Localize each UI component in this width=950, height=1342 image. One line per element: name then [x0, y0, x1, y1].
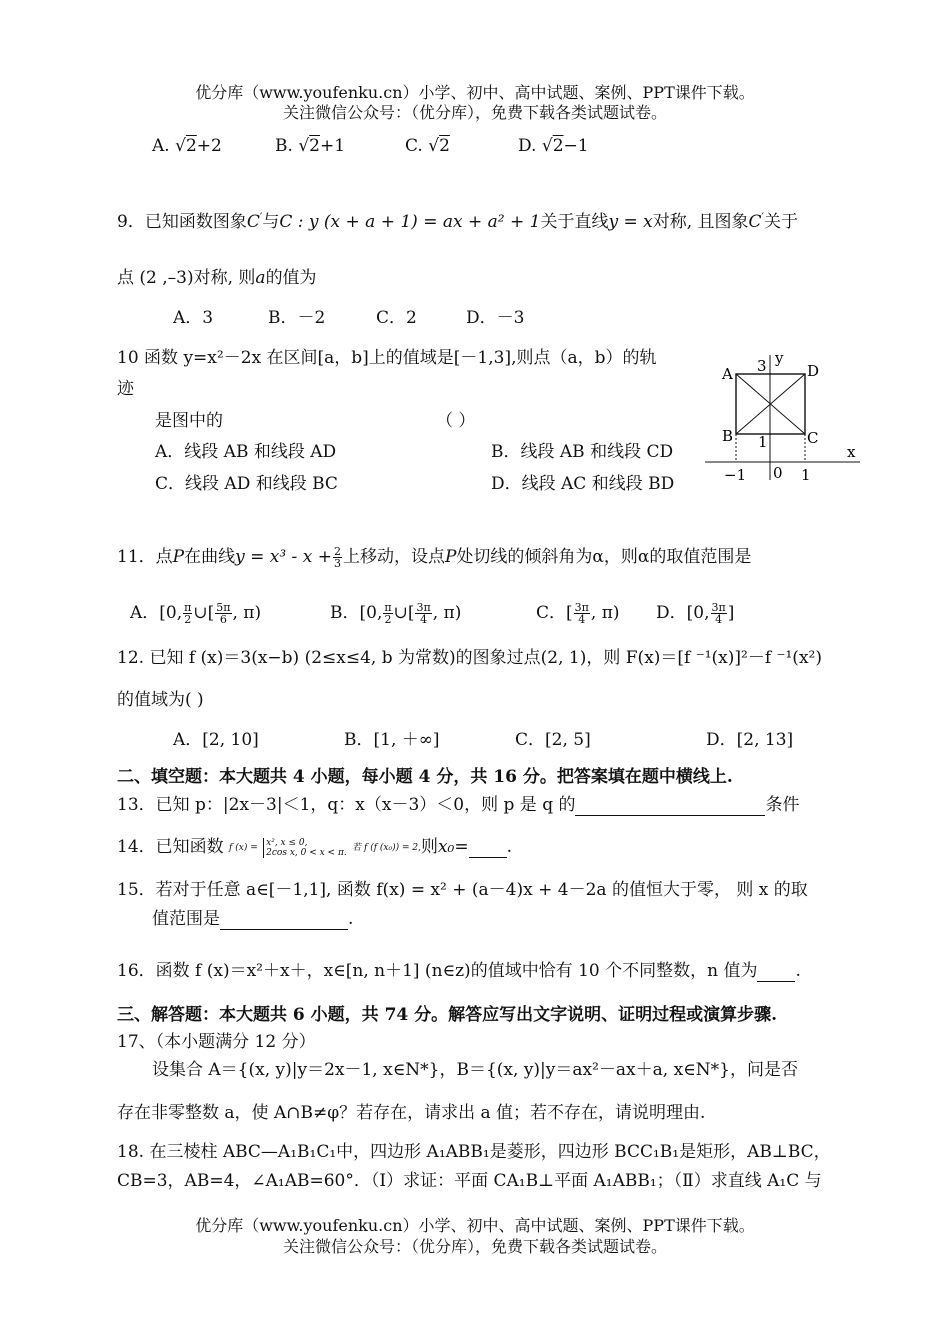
q9-option-d: D．－3 — [466, 308, 525, 328]
q10-answer-paren: （ ） — [436, 411, 476, 431]
tick-1-x: 1 — [801, 466, 811, 484]
q18-line-2: CB=3，AB=4，∠A₁AB=60°．（Ⅰ）求证：平面 CA₁B⊥平面 A₁ABB₁；（Ⅱ）求直线 A₁C 与 — [117, 1171, 822, 1191]
q12-line-2: 的值域为( ) — [117, 690, 204, 710]
q9-option-b: B．－2 — [268, 308, 326, 328]
q16-line: 16．函数 f (x)＝x²＋x＋，x∈[n, n＋1] (n∈z)的值域中恰有 10 个不同整数，n 值为 . — [117, 961, 801, 981]
q8-option-c: C. √2 — [405, 136, 450, 156]
q9-option-c: C．2 — [376, 308, 417, 328]
q8-option-b: B. √2+1 — [275, 136, 346, 156]
q10-line-1b: 迹 — [117, 379, 134, 399]
label-d: D — [807, 362, 820, 380]
q17-line-1: 设集合 A＝{(x, y)|y＝2x－1, x∈N*}，B＝{(x, y)|y＝ax²－ax＋a, x∈N*}，问是否 — [152, 1060, 798, 1080]
q11-option-a: A．[0, $\frac{\pi}{2}$ ∪[ $\frac{5\pi}{6}$ , π) — [130, 601, 262, 626]
q11-option-c: C．[ $\frac{3\pi}{4}$ , π) — [536, 601, 620, 626]
q8-option-d: D. √2−1 — [518, 136, 589, 156]
q15-line-2: 值范围是 . — [152, 909, 354, 929]
label-c: C — [807, 429, 819, 447]
q12-option-b: B．[1, ＋∞] — [344, 730, 440, 750]
q10-line-2: 是图中的 — [155, 411, 223, 431]
q12-option-c: C．[2, 5] — [515, 730, 591, 750]
q9-line-2: 点 (2 ,–3)对称, 则a的值为 — [117, 268, 317, 288]
q11-option-d: D．[0, $\frac{3\pi}{4}$ ] — [656, 601, 735, 626]
q12-option-d: D．[2, 13] — [706, 730, 794, 750]
q17-line-2: 存在非零整数 a，使 A∩B≠φ？若存在，请求出 a 值；若不存在，请说明理由. — [117, 1103, 706, 1123]
q11-line-1: 11．点P在曲线y = x³ - x + $\frac{2}{3}$ 上移动，设点P处切线的倾斜角为α，则α的取值范围是 — [117, 545, 752, 570]
q15-line-1: 15．若对于任意 a∈[－1,1], 函数 f(x) = x² + (a－4)x + 4－2a 的值恒大于零， 则 x 的取 — [117, 880, 808, 900]
q9-line-1: 9．已知函数图象C′与C : y (x + a + 1) = ax + a² + 1关于直线y = x对称, 且图象C′关于 — [117, 210, 799, 232]
section-2-title: 二、填空题：本大题共 4 小题，每小题 4 分，共 16 分。把答案填在题中横线上. — [117, 767, 733, 787]
q12-option-a: A．[2, 10] — [173, 730, 259, 750]
section-3-title: 三、解答题：本大题共 6 小题，共 74 分。解答应写出文字说明、证明过程或演算步骤. — [117, 1005, 778, 1025]
q10-option-c: C．线段 AD 和线段 BC — [155, 474, 338, 494]
q13-line: 13．已知 p：|2x－3|＜1，q：x（x－3）＜0，则 p 是 q 的 条件 — [117, 795, 800, 815]
q10-line-1: 10 函数 y=x²－2x 在区间[a，b]上的值域是[－1,3],则点（a，b）的轨 — [117, 348, 657, 368]
q10-option-a: A．线段 AB 和线段 AD — [155, 442, 337, 462]
q10-figure — [700, 345, 865, 485]
tick-0: 0 — [773, 464, 783, 482]
label-a: A — [722, 365, 733, 383]
q12-line-1: 12. 已知 f (x)＝3(x−b) (2≤x≤4, b 为常数)的图象过点(2, 1)，则 F(x)＝[f ⁻¹(x)]²－f ⁻¹(x²) — [117, 648, 822, 668]
label-x: x — [847, 443, 856, 461]
tick-3: 3 — [757, 357, 767, 375]
footer-line-2: 关注微信公众号：（优分库），免费下载各类试题试卷。 — [282, 1237, 667, 1256]
q10-option-d: D．线段 AC 和线段 BD — [491, 474, 675, 494]
tick-1-y: 1 — [758, 433, 768, 451]
q17-head: 17、（本小题满分 12 分） — [117, 1032, 316, 1052]
q14-line: 14．已知函数 f (x) = x², x ≤ 0, 2cos x, 0 < x < π. 若 f (f (x₀)) = 2,则x₀= . — [117, 837, 513, 858]
label-y: y — [775, 349, 784, 367]
q8-option-a: A. √2+2 — [152, 136, 222, 156]
q11-option-b: B．[0, $\frac{\pi}{2}$ ∪[ $\frac{3\pi}{4}$ , π) — [330, 601, 462, 626]
q9-option-a: A．3 — [173, 308, 214, 328]
q10-option-b: B．线段 AB 和线段 CD — [491, 442, 674, 462]
footer-line-1: 优分库（www.youfenku.cn）小学、初中、高中试题、案例、PPT课件下载。 — [195, 1216, 755, 1235]
tick-minus-1: −1 — [724, 466, 747, 484]
label-b: B — [722, 427, 734, 445]
q18-line-1: 18. 在三棱柱 ABC—A₁B₁C₁中，四边形 A₁ABB₁是菱形，四边形 BCC₁B₁是矩形，AB⊥BC， — [117, 1142, 831, 1162]
header-line-1: 优分库（www.youfenku.cn）小学、初中、高中试题、案例、PPT课件下载。 — [195, 83, 755, 102]
header-line-2: 关注微信公众号：（优分库），免费下载各类试题试卷。 — [282, 103, 667, 122]
